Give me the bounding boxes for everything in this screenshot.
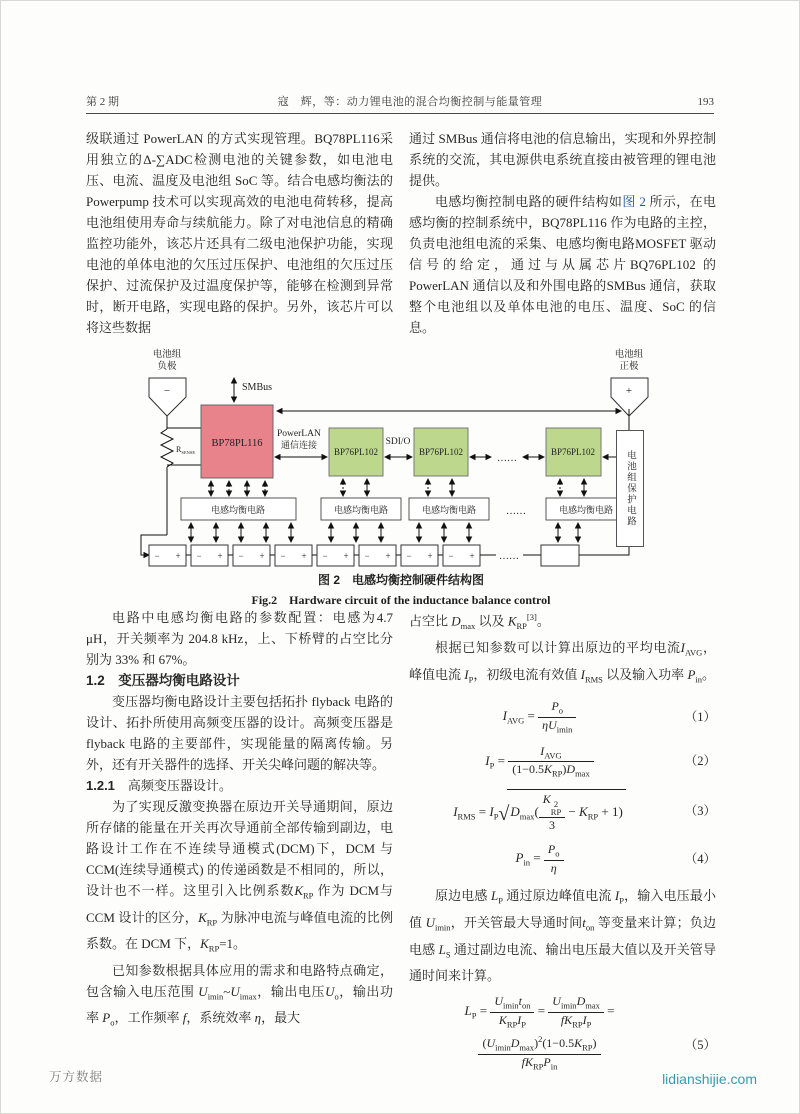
svg-text:+: +	[175, 551, 181, 561]
pack-protection-box: 电池组保护电路	[616, 430, 644, 547]
svg-text:+: +	[385, 551, 391, 561]
equation-5: $L_P$ = $\frac{U_{imin}t_{on}}{K_{RP}I_P}$ = $\frac{U_{imin}D_{max}}{fK_{RP}I_P}$ = $\frac{(U_{imin}D_{max})^2(1-0.5K_{RP})}{fK_{RP}P_{in}}$ （5）	[464, 994, 716, 1071]
bottom-columns	[86, 607, 714, 1072]
svg-text:+: +	[259, 551, 265, 561]
section-heading-1-2-1: 1.2.1 高频变压器设计。	[86, 778, 232, 793]
equation-number: （5）	[684, 1038, 716, 1053]
paragraph: 级联通过 PowerLAN 的方式实现管理。BQ78PL116采用独立的Δ-∑ADC检测电池的关键参数，如电池电压、电流、温度及电池组 SoC 等。结合电感均衡法的 Powerpump 技术可以实现高效的电池电荷转移，提高电池组使用寿命与续航能力。除了对电池信息的精确监控功能外，该芯片还具有二级电池保护功能，实现电池的单体电池的欠压过压保护、电池组的欠压过压保护、过流保护及过温度保护等，能够在检测到异常时，断开电路，实现电路的保护。另外，该芯片可以将这些数据	[86, 131, 393, 335]
paragraph: 占空比 $D_{max}$ 以及 $K_{RP}[3]$。	[409, 612, 550, 631]
equation-1: $I_{AVG}$ = $\frac{P_o}{\eta U_{imin}}$ （1）	[502, 699, 716, 734]
paragraph: 通过 SMBus 通信将电池的信息输出，实现和外界控制系统的交流，其电源供电系统直接由被管理的锂电池提供。	[409, 131, 716, 188]
sense-resistor-label: $R_{SENSE}$	[176, 445, 196, 455]
svg-text:电感均衡电路: 电感均衡电路	[421, 505, 477, 515]
section-heading-1-2: 1.2 变压器均衡电路设计	[86, 673, 240, 688]
svg-text:+: +	[217, 551, 223, 561]
sense-resistor	[161, 429, 173, 467]
ellipsis: ……	[506, 506, 526, 517]
left-column-bottom	[86, 607, 393, 1072]
figure-caption-en: Fig.2 Hardware circuit of the inductance balance control	[251, 593, 551, 607]
figure2-reference: 图 2	[622, 194, 646, 209]
wanfang-watermark: 万方数据	[49, 1070, 104, 1084]
svg-text:正极: 正极	[619, 362, 639, 372]
equation-number: （2）	[684, 754, 716, 769]
svg-text:通信连接: 通信连接	[281, 440, 318, 450]
svg-text:+: +	[469, 551, 475, 561]
ellipsis: ……	[497, 453, 517, 464]
equation-number: （3）	[684, 803, 716, 818]
svg-text:+: +	[343, 551, 349, 561]
master-chip-label: BP78PL116	[211, 438, 263, 449]
paragraph: 电路中电感均衡电路的参数配置：电感为4.7 μH，开关频率为 204.8 kHz，上、下桥臂的占空比分别为 33% 和 67%。	[86, 610, 393, 667]
equation-4: $P_{in}$ = $\frac{P_o}{\eta}$ （4）	[515, 842, 716, 875]
right-column-bottom	[409, 607, 716, 1072]
shunt-element	[541, 545, 579, 566]
left-column-top	[86, 128, 393, 338]
slave-chip-label: BP76PL102	[333, 447, 379, 457]
svg-text:−: −	[322, 551, 328, 561]
paragraph: 为了实现反激变换器在原边开关导通期间，原边所存储的能量在开关再次导通前全部传输到副边，电路设计工作在不连续导通模式(DCM)下，DCM 与 CCM(连续导通模式) 的传递函数是不相同的，所以，设计也不一样。这里引入比例系数$K_{RP}$ 作为 DCM与 CCM 设计的区分，$K_{RP}$ 为脉冲电流与峰值电流的比例系数。在 DCM 下，$K_{RP}=1$。	[86, 799, 393, 954]
battery-pos-label: 电池组	[614, 350, 644, 360]
running-title: 寇 辉，等：动力锂电池的混合均衡控制与能量管理	[277, 96, 543, 108]
issue-label: 第 2 期	[86, 96, 119, 108]
svg-text:电感均衡电路: 电感均衡电路	[558, 505, 614, 515]
svg-text:−: −	[448, 551, 454, 561]
minus-sign: −	[163, 385, 171, 397]
svg-text:−: −	[154, 551, 160, 561]
smbus-label: SMBus	[242, 382, 273, 393]
svg-text:BP76PL102: BP76PL102	[550, 447, 596, 457]
equation-3: $I_{RMS} = I_P√$ $D_{max}$( K 2 RP 3 − $K_{RP} + 1$) （3）	[409, 789, 716, 834]
paragraph: 根据已知参数可以计算出原边的平均电流$I_{AVG}$，峰值电流 $I_P$，初级电流有效值 $I_{RMS}$ 以及输入功率 $P_{in}$。	[409, 639, 716, 685]
svg-text:−: −	[364, 551, 370, 561]
balance-circuit-label: 电感均衡电路	[210, 505, 266, 515]
equation-number: （4）	[684, 851, 716, 866]
right-column-top	[409, 128, 716, 338]
paragraph: 原边电感 $L_P$ 通过原边峰值电流 $I_P$，输入电压最小值 $U_{imin}$，开关管最大导通时间$t_{on}$ 等变量来计算；负边电感 $L_S$ 通过副边电流、输出电压最大值以及开关管导通时间来计算。	[409, 888, 716, 984]
svg-text:负极: 负极	[157, 362, 177, 372]
page-number: 193	[697, 96, 714, 108]
paragraph: 电感均衡控制电路的硬件结构如图 2 所示，在电感均衡的控制系统中，BQ78PL116 作为电路的主控，负责电池组电流的采集、电感均衡电路MOSFET 驱动信号的给定，通过与从属芯片BQ76PL102 的 PowerLAN 通信以及和外围电路的SMBus 通信，获取整个电池组以及单体电池的电压、温度、SoC 的信息。	[409, 194, 716, 335]
svg-text:−: −	[280, 551, 286, 561]
paragraph: 变压器均衡电路设计主要包括拓扑 flyback 电路的设计、拓扑所使用高频变压器的设计。高频变压器是 flyback 电路的主要部件，实现能量的隔离传输。另外，还有开关器件的选择、开关尖峰问题的解决等。	[86, 694, 393, 772]
neg-terminal-shape	[149, 378, 186, 416]
figure-2	[1, 345, 800, 609]
header-rule	[86, 113, 714, 114]
equation-2: $I_P$ = $\frac{I_{AVG}}{(1-0.5K_{RP})D_{max}}$ （2）	[485, 743, 716, 779]
paragraph: 已知参数根据具体应用的需求和电路特点确定，包含输入电压范围 $U_{imin}\sim U_{imax}$，输出电压$U_o$，输出功率 $P_o$，工作频率 f，系统效率 η，最大	[86, 962, 393, 1028]
plus-sign: +	[625, 385, 633, 397]
battery-neg-label: 电池组	[152, 350, 182, 360]
equation-number: （1）	[684, 709, 716, 724]
svg-text:−: −	[406, 551, 412, 561]
svg-text:BP76PL102: BP76PL102	[418, 447, 464, 457]
powerlan-label: PowerLAN	[277, 429, 321, 439]
svg-text:−: −	[196, 551, 202, 561]
running-header	[86, 93, 714, 109]
figure-caption-cn: 图 2 电感均衡控制硬件结构图	[317, 573, 484, 587]
battery-cell-string	[149, 545, 480, 566]
svg-text:−: −	[238, 551, 244, 561]
site-link[interactable]: lidianshijie.com	[662, 1071, 757, 1087]
sdio-label: SDI/O	[385, 437, 411, 447]
svg-text:+: +	[427, 551, 433, 561]
svg-text:+: +	[301, 551, 307, 561]
top-columns	[86, 128, 714, 338]
svg-text:电感均衡电路: 电感均衡电路	[333, 505, 389, 515]
ellipsis: ……	[499, 551, 519, 562]
